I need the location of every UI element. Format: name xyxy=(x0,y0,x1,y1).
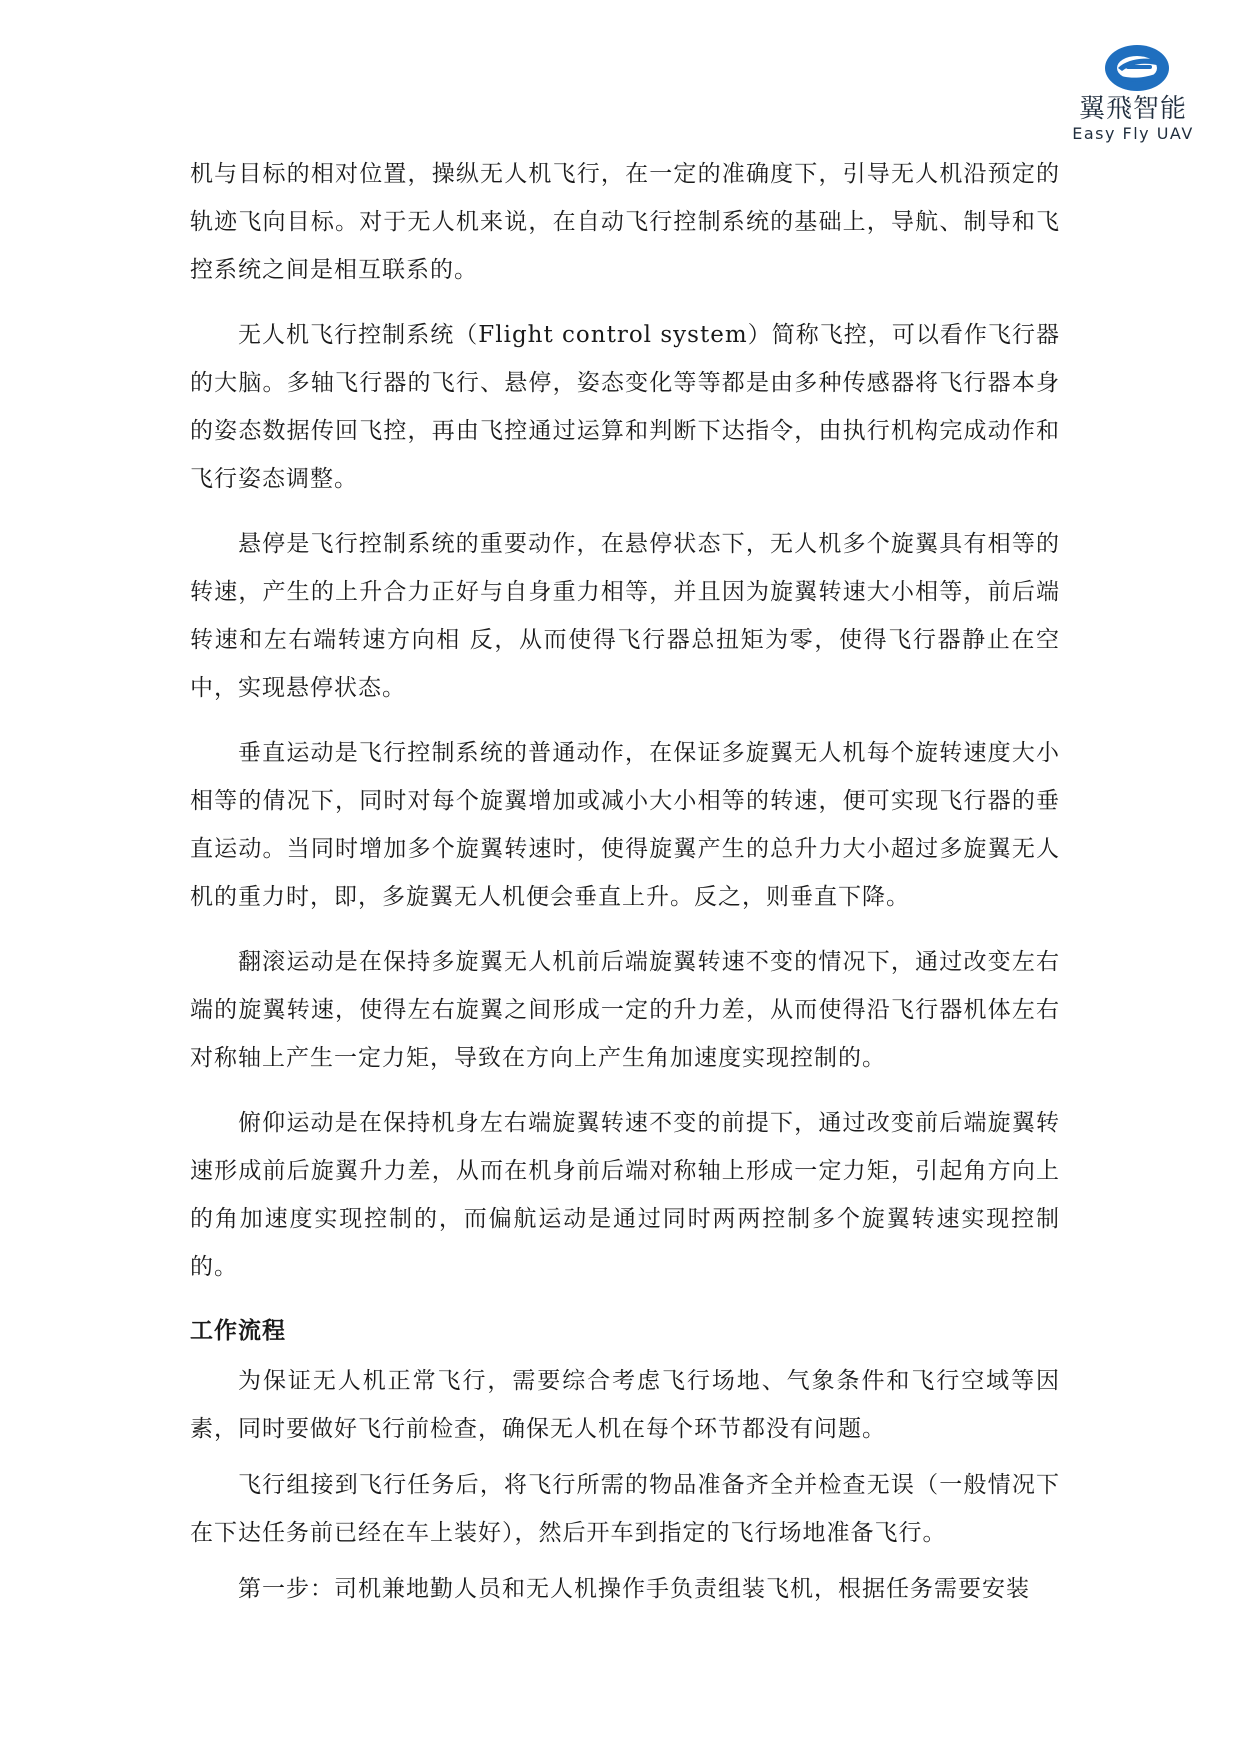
paragraph-navigation: 机与目标的相对位置，操纵无人机飞行，在一定的准确度下，引导无人机沿预定的轨迹飞向目标。对于无人机来说，在自动飞行控制系统的基础上，导航、制导和飞控系统之间是相互联系的。 xyxy=(190,161,1060,283)
paragraph-task-preparation: 飞行组接到飞行任务后，将飞行所需的物品准备齐全并检查无误（一般情况下在下达任务前已经在车上装好），然后开车到指定的飞行场地准备飞行。 xyxy=(190,1472,1060,1546)
company-logo xyxy=(1068,44,1198,144)
paragraph-vertical-motion: 垂直运动是飞行控制系统的普通动作，在保证多旋翼无人机每个旋转速度大小相等的倩况下，同时对每个旋翼增加或减小大小相等的转速，便可实现飞行器的垂直运动。当同时增加多个旋翼转速时，使得旋翼产生的总升力大小超过多旋翼无人机的重力时，即，多旋翼无人机便会垂直上升。反之，则垂直下降。 xyxy=(190,740,1060,910)
paragraph-roll-motion: 翻滚运动是在保持多旋翼无人机前后端旋翼转速不变的情况下，通过改变左右端的旋翼转速，使得左右旋翼之间形成一定的升力差，从而使得沿飞行器机体左右对称轴上产生一定力矩，导致在方向上产生角加速度实现控制的。 xyxy=(190,949,1060,1071)
section-heading-workflow: 工作流程 xyxy=(190,1318,286,1344)
paragraph-pitch-motion: 俯仰运动是在保持机身左右端旋翼转速不变的前提下，通过改变前后端旋翼转速形成前后旋翼升力差，从而在机身前后端对称轴上形成一定力矩，引起角方向上的角加速度实现控制的，而偏航运动是通过同时两两控制多个旋翼转速实现控制的。 xyxy=(190,1110,1060,1280)
document-body xyxy=(190,150,1060,1613)
paragraph-preflight: 为保证无人机正常飞行，需要综合考虑飞行场地、气象条件和飞行空域等因素，同时要做好飞行前检查，确保无人机在每个环节都没有问题。 xyxy=(190,1368,1060,1442)
paragraph-flight-control-system: 无人机飞行控制系统（Flight control system）简称飞控，可以看作飞行器的大脑。多轴飞行器的飞行、悬停，姿态变化等等都是由多种传感器将飞行器本身的姿态数据传回飞控，再由飞控通过运算和判断下达指令，由执行机构完成动作和飞行姿态调整。 xyxy=(190,322,1060,492)
paragraph-hover: 悬停是飞行控制系统的重要动作，在悬停状态下，无人机多个旋翼具有相等的转速，产生的上升合力正好与自身重力相等，并且因为旋翼转速大小相等，前后端转速和左右端转速方向相 反，从而使得飞行器总扭矩为零，使得飞行器静止在空中，实现悬停状态。 xyxy=(190,531,1060,701)
paragraph-step-one: 第一步：司机兼地勤人员和无人机操作手负责组装飞机，根据任务需要安装 xyxy=(238,1576,1030,1602)
logo-emblem-icon xyxy=(1104,44,1170,92)
logo-chinese-name: 翼飛智能 xyxy=(1078,94,1187,124)
logo-english-name: Easy Fly UAV xyxy=(1072,124,1194,143)
